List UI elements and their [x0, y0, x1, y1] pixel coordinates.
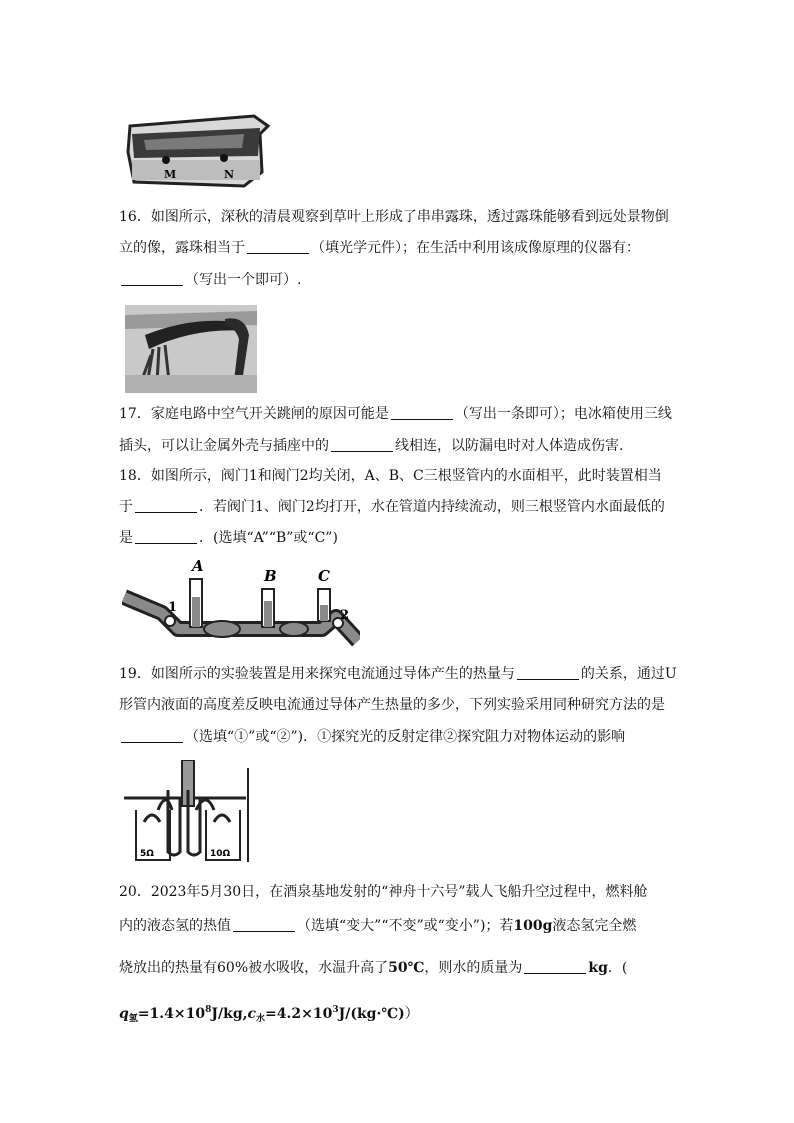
- label-n: N: [224, 168, 235, 181]
- q18-blank-2[interactable]: [135, 529, 197, 544]
- q20-line-2: 内的液态氢的热值 （选填“变大”“不变”或“变小”)；若100g液态氢完全燃: [119, 918, 637, 934]
- q18-line-3: 是 ．(选填“A”“B”或“C”): [119, 530, 338, 546]
- q19-blank-2[interactable]: [121, 728, 183, 743]
- figure-q15-box: [124, 112, 272, 190]
- q19-line-3: （选填“①”或“②”)．①探究光的反射定律②探究阻力对物体运动的影响: [119, 727, 625, 747]
- q20-blank-1[interactable]: [233, 917, 295, 932]
- figure-q19-utubes: [122, 760, 252, 864]
- label-5-ohm: 5Ω: [140, 849, 154, 859]
- figure-q18-pipes: [122, 553, 360, 651]
- q17-line-2: 插头，可以让金属外壳与插座中的 线相连，以防漏电时对人体造成伤害.: [119, 438, 624, 454]
- q20-formula: $q_氢=1.4\times 10^8J/kg,c_水=4.2\times 10^3J/(kg\cdot℃)$）: [119, 1005, 419, 1024]
- q20-line-1: 20．2023年5月30日，在酒泉基地发射的“神舟十六号”载人飞船升空过程中，燃料舱: [119, 884, 648, 900]
- q16-blank-1[interactable]: [247, 239, 309, 254]
- q16-line-2: 立的像，露珠相当于 （填光学元件）；在生活中利用该成像原理的仪器有：: [119, 240, 640, 256]
- q20-line-3: 烧放出的热量有60%被水吸收，水温升高了50℃，则水的质量为 kg．(: [119, 960, 628, 976]
- label-10-ohm: 10Ω: [210, 849, 231, 859]
- label-b: B: [264, 567, 277, 585]
- q19-line-1: 19．如图所示的实验装置是用来探究电流通过导体产生的热量与 的关系，通过U: [119, 666, 677, 682]
- q18-line-1: 18．如图所示，阀门1和阀门2均关闭，A、B、C三根竖管内的水面相平，此时装置相当: [119, 468, 662, 484]
- q16-line-3: （写出一个即可）.: [119, 270, 301, 290]
- label-a: A: [192, 557, 204, 575]
- q17-blank-2[interactable]: [331, 437, 393, 452]
- q18-line-2: 于 ．若阀门1、阀门2均打开，水在管道内持续流动，则三根竖管内水面最低的: [119, 499, 665, 515]
- label-valve-1: 1: [168, 600, 178, 615]
- figure-q16-dew: [125, 305, 257, 393]
- label-c: C: [318, 567, 330, 585]
- q16-line-1: 16．如图所示，深秋的清晨观察到草叶上形成了串串露珠，透过露珠能够看到远处景物倒: [119, 209, 669, 225]
- q18-blank-1[interactable]: [135, 498, 197, 513]
- q17-line-1: 17．家庭电路中空气开关跳闸的原因可能是 （写出一条即可）；电冰箱使用三线: [119, 406, 672, 422]
- label-valve-2: 2: [340, 608, 350, 623]
- q20-blank-2[interactable]: [524, 959, 586, 974]
- q16-blank-2[interactable]: [121, 271, 183, 286]
- label-m: M: [164, 168, 177, 181]
- q19-line-2: 形管内液面的高度差反映电流通过导体产生热量的多少，下列实验采用同种研究方法的是: [119, 697, 665, 713]
- q17-blank-1[interactable]: [391, 405, 453, 420]
- q19-blank-1[interactable]: [517, 665, 579, 680]
